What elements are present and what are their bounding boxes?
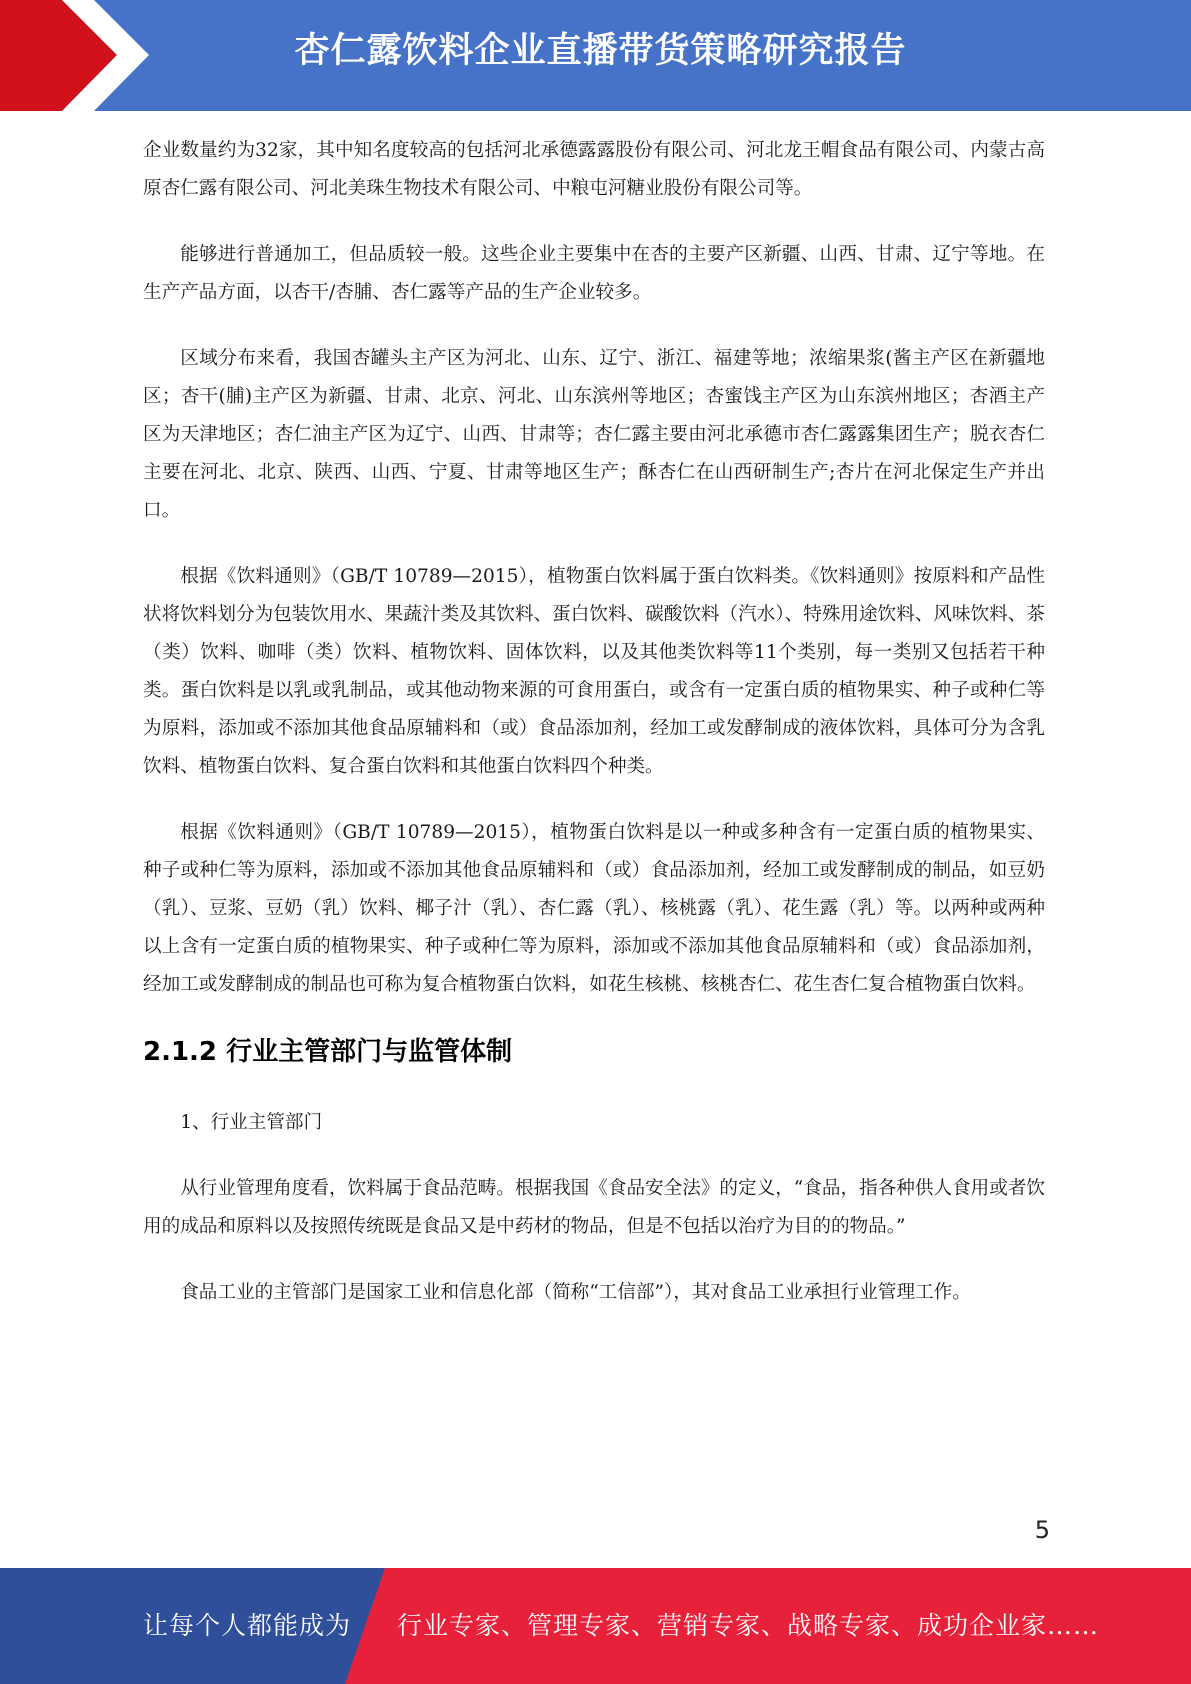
- page-footer: [0, 1568, 1191, 1684]
- paragraph-authority: 食品工业的主管部门是国家工业和信息化部（简称“工信部”），其对食品工业承担行业管理工作。: [180, 1282, 971, 1303]
- paragraph-food-definition: 从行业管理角度看，饮料属于食品范畴。根据我国《食品安全法》的定义，“食品，指各种供人食用或者饮用的成品和原料以及按照传统既是食品又是中药材的物品，但是不包括以治疗为目的的物品。”: [143, 1178, 1046, 1237]
- paragraph-beverage-classification: 根据《饮料通则》（GB/T 10789—2015），植物蛋白饮料属于蛋白饮料类。《饮料通则》按原料和产品性状将饮料划分为包装饮用水、果蔬汁类及其饮料、蛋白饮料、碳酸饮料（汽水）、特殊用途饮料、风味饮料、茶（类）饮料、咖啡（类）饮料、植物饮料、固体饮料，以及其他类饮料等11个类别，每一类别又包括若干种类。蛋白饮料是以乳或乳制品，或其他动物来源的可食用蛋白，或含有一定蛋白质的植物果实、种子或种仁等为原料，添加或不添加其他食品原辅料和（或）食品添加剂，经加工或发酵制成的液体饮料，具体可分为含乳饮料、植物蛋白饮料、复合蛋白饮料和其他蛋白饮料四个种类。: [143, 566, 1045, 777]
- paragraph-regional-distribution: 区域分布来看，我国杏罐头主产区为河北、山东、辽宁、浙江、福建等地；浓缩果浆(酱主产区在新疆地区；杏干(脯)主产区为新疆、甘肃、北京、河北、山东滨州等地区；杏蜜饯主产区为山东滨州地区；杏酒主产区为天津地区；杏仁油主产区为辽宁、山西、甘肃等；杏仁露主要由河北承德市杏仁露露集团生产；脱衣杏仁主要在河北、北京、陕西、山西、宁夏、甘肃等地区生产；酥杏仁在山西研制生产;杏片在河北保定生产并出口。: [143, 348, 1045, 521]
- sub-heading: 1、行业主管部门: [180, 1112, 323, 1133]
- paragraph-processing: 能够进行普通加工，但品质较一般。这些企业主要集中在杏的主要产区新疆、山西、甘肃、辽宁等地。在生产产品方面，以杏干/杏脯、杏仁露等产品的生产企业较多。: [143, 244, 1045, 303]
- report-title: 杏仁露饮料企业直播带货策略研究报告: [294, 31, 907, 71]
- page-number: 5: [1034, 1516, 1050, 1544]
- page-header: [0, 0, 1191, 111]
- section-heading: 2.1.2 行业主管部门与监管体制: [143, 1037, 513, 1067]
- footer-slogan-right: 行业专家、管理专家、营销专家、战略专家、成功企业家……: [397, 1611, 1100, 1640]
- paragraph-enterprise-count: 企业数量约为32家，其中知名度较高的包括河北承德露露股份有限公司、河北龙王帽食品有限公司、内蒙古高原杏仁露有限公司、河北美珠生物技术有限公司、中粮屯河糖业股份有限公司等。: [143, 140, 1045, 199]
- paragraph-plant-protein-definition: 根据《饮料通则》（GB/T 10789—2015），植物蛋白饮料是以一种或多种含有一定蛋白质的植物果实、种子或种仁等为原料，添加或不添加其他食品原辅料和（或）食品添加剂，经加工或发酵制成的制品，如豆奶（乳）、豆浆、豆奶（乳）饮料、椰子汁（乳）、杏仁露（乳）、核桃露（乳）、花生露（乳）等。以两种或两种以上含有一定蛋白质的植物果实、种子或种仁等为原料，添加或不添加其他食品原辅料和（或）食品添加剂，经加工或发酵制成的制品也可称为复合植物蛋白饮料，如花生核桃、核桃杏仁、花生杏仁复合植物蛋白饮料。: [143, 822, 1045, 995]
- footer-slogan-left: 让每个人都能成为: [143, 1611, 352, 1640]
- document-body: [143, 132, 1045, 1340]
